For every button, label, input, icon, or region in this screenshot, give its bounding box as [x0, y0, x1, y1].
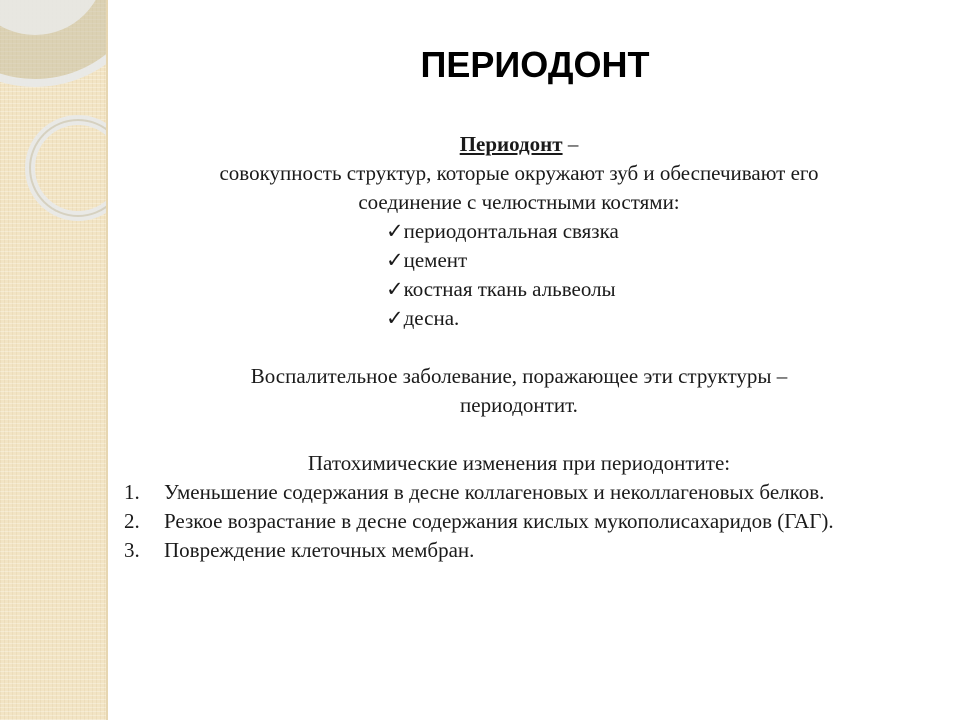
checkmark-icon: ✓	[386, 219, 404, 243]
list-item	[124, 478, 914, 507]
definition-heading	[124, 130, 914, 159]
structures-list	[124, 217, 914, 333]
sidebar-divider	[106, 0, 108, 720]
list-number: 1.	[124, 480, 140, 504]
disease-line-1: Воспалительное заболевание, поражающее эти структуры –	[250, 364, 788, 388]
list-item-text: Уменьшение содержания в десне коллагеновых и неколлагеновых белков.	[164, 480, 825, 504]
lower-ring-shape	[30, 120, 106, 216]
checkmark-icon: ✓	[386, 306, 404, 330]
slide-body	[124, 130, 914, 565]
list-number: 2.	[124, 509, 140, 533]
list-number: 3.	[124, 538, 140, 562]
decorative-circles	[0, 0, 106, 720]
decorative-sidebar	[0, 0, 106, 720]
list-item	[386, 304, 914, 333]
disease-line-2: периодонтит.	[460, 393, 578, 417]
slide-title: ПЕРИОДОНТ	[420, 44, 650, 85]
list-item	[124, 507, 914, 536]
list-item	[386, 275, 914, 304]
changes-heading: Патохимические изменения при периодонтите:	[307, 451, 731, 475]
list-item-text: периодонтальная связка	[403, 219, 619, 243]
definition-line-2: соединение с челюстными костями:	[358, 190, 680, 214]
list-item	[386, 246, 914, 275]
list-item	[386, 217, 914, 246]
definition-line-1: совокупность структур, которые окружают зуб и обеспечивают его	[219, 161, 819, 185]
definition-dash: –	[562, 132, 579, 156]
list-item-text: Повреждение клеточных мембран.	[164, 538, 475, 562]
checkmark-icon: ✓	[386, 248, 404, 272]
changes-list	[124, 478, 914, 565]
list-item-text: костная ткань альвеолы	[403, 277, 616, 301]
checkmark-icon: ✓	[386, 277, 404, 301]
list-item-text: десна.	[403, 306, 460, 330]
list-item-text: цемент	[403, 248, 468, 272]
spacer	[124, 420, 914, 449]
list-item	[124, 536, 914, 565]
list-item-text: Резкое возрастание в десне содержания кислых мукополисахаридов (ГАГ).	[164, 509, 834, 533]
spacer	[124, 333, 914, 362]
definition-term: Периодонт	[459, 132, 563, 156]
